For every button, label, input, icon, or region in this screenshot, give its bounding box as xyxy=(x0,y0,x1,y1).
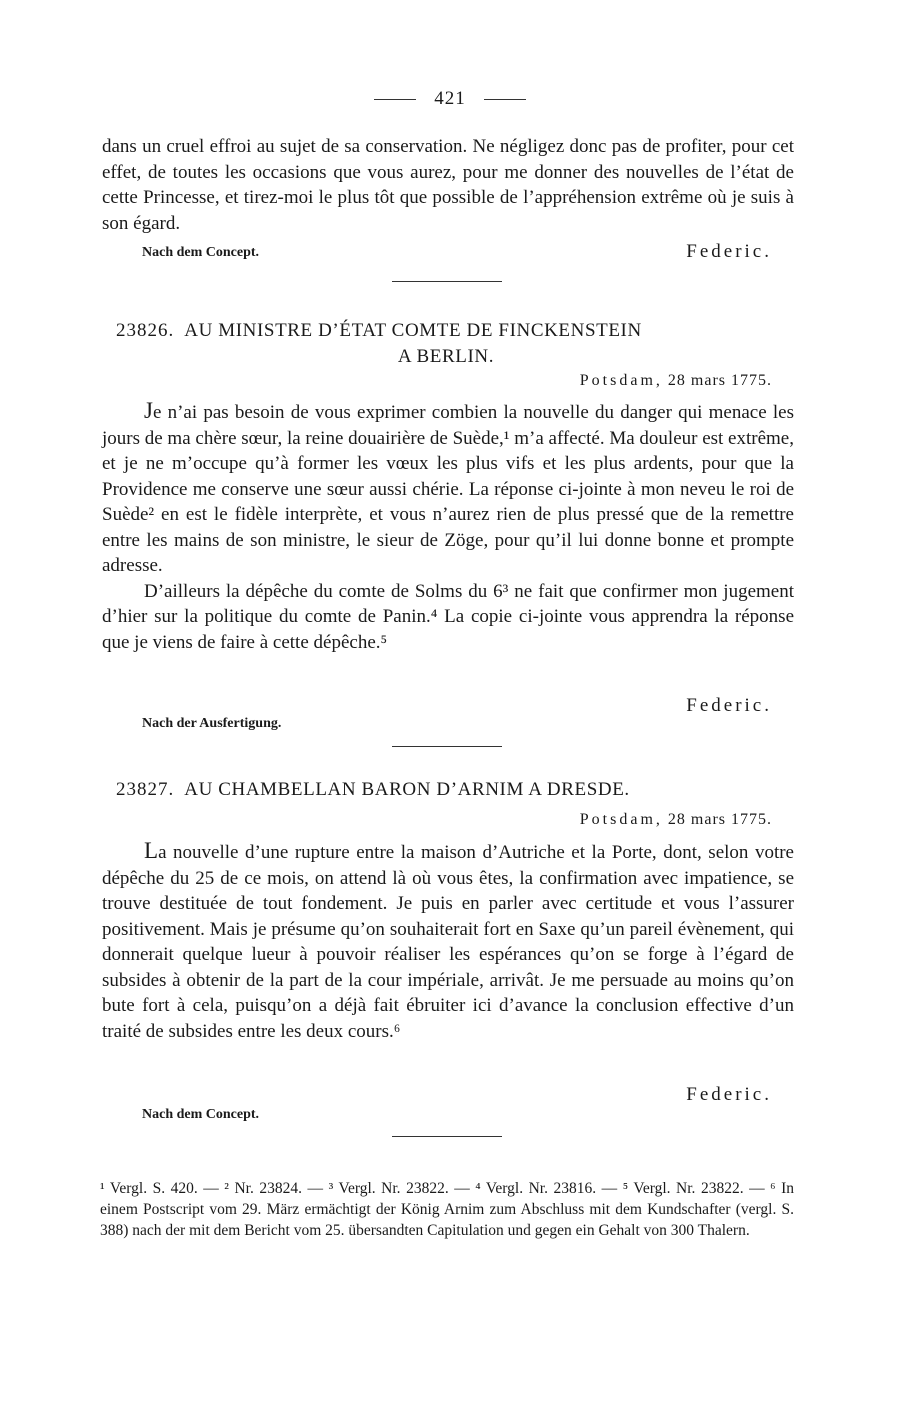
page-header xyxy=(0,88,900,110)
letter-paragraph: La nouvelle d’une rupture entre la maison d’Autriche et la Porte, dont, selon votre dépêche du 25 de ce mois, on attend là où vous êtes, la confirmation avec impatience, se trouve destituée de tout fondement. Je puis en parler avec certitude et vous l’assurer positivement. Mais je présume qu’on souhaiterait fort en Saxe qu’un pareil évènement, qui donnerait quelque lueur à pouvoir réaliser les espérances qu’on se forge à l’égard de subsides à obtenir de la part de la cour impériale, arrivât. Je me persuade au moins qu’on bute fort à cela, puisqu’on a déjà fait ébruiter ici d’avance la conclusion effective d’un traité de subsides entre les deux cours.⁶ xyxy=(102,838,794,1042)
signature: Federic. xyxy=(686,1084,772,1105)
dateline-date: 28 mars 1775. xyxy=(667,372,772,389)
letter-paragraph: Je n’ai pas besoin de vous exprimer combien la nouvelle du danger qui menace les jours de ma chère sœur, la reine douairière de Suède,¹ m’a affecté. Ma douleur est extrême, et je ne m’occupe qu’à former les vœux les plus vifs et les plus ardents, pour que la Providence me conserve une sœur aussi chérie. La réponse ci-jointe à mon neveu le roi de Suède² en est le fidèle interprète, et vous n’aurez rien de plus pressé que de la remettre entre les mains de son ministre, le sieur de Zöge, pour qu’il lui donne bonne et prompte adresse. xyxy=(102,398,794,576)
letter-heading xyxy=(116,318,796,370)
letter-body xyxy=(102,838,794,1044)
continuation-paragraph: dans un cruel effroi au sujet de sa conservation. Ne négligez donc pas de profiter, pour cet effet, de toutes les occasions que vous aurez, pour me donner des nouvelles de l’état de cette Princesse, et tirez-moi le plus tôt que possible de l’appréhension extrême où je suis à son égard. xyxy=(102,136,794,234)
letter-addressee-city: A BERLIN. xyxy=(397,346,495,367)
section-divider xyxy=(392,1136,502,1137)
header-dash-left xyxy=(374,99,416,100)
dateline xyxy=(580,372,772,390)
signature: Federic. xyxy=(686,695,772,716)
letter-number: 23826. xyxy=(116,320,175,341)
footnote-text: ¹ Vergl. S. 420. — ² Nr. 23824. — ³ Vergl. Nr. 23822. — ⁴ Vergl. Nr. 23816. — ⁵ Vergl. Nr. 23822. — ⁶ In einem Postscript vom 29. März ermächtigt der König Arnim zum Abschluss mit dem Kundschafter (vergl. S. 388) nach der mit dem Bericht vom 25. übersandten Capitulation und gegen ein Gehalt von 300 Thalern. xyxy=(100,1180,794,1239)
dateline-place: Potsdam, xyxy=(579,372,663,389)
letter-addressee: AU MINISTRE D’ÉTAT COMTE DE FINCKENSTEIN xyxy=(184,320,642,341)
dateline-date: 28 mars 1775. xyxy=(667,811,772,828)
header-dash-right xyxy=(484,99,526,100)
source-note: Nach dem Concept. xyxy=(142,1107,260,1122)
section-divider xyxy=(392,281,502,282)
section-divider xyxy=(392,746,502,747)
footnotes xyxy=(100,1178,794,1241)
source-note: Nach dem Concept. xyxy=(142,245,260,260)
dateline xyxy=(580,811,772,829)
letter-heading xyxy=(116,777,796,803)
source-note: Nach der Ausfertigung. xyxy=(142,716,282,731)
page-number: 421 xyxy=(434,88,466,109)
dateline-place: Potsdam, xyxy=(579,811,663,828)
letter-addressee: AU CHAMBELLAN BARON D’ARNIM A DRESDE. xyxy=(184,779,630,800)
letter-paragraph: D’ailleurs la dépêche du comte de Solms du 6³ ne fait que confirmer mon jugement d’hier sur la politique du comte de Panin.⁴ La copie ci-jointe vous apprendra la réponse que je viens de faire à cette dépêche.⁵ xyxy=(102,580,794,653)
letter-number: 23827. xyxy=(116,779,175,800)
signature: Federic. xyxy=(686,241,772,262)
letter-body xyxy=(102,398,794,655)
